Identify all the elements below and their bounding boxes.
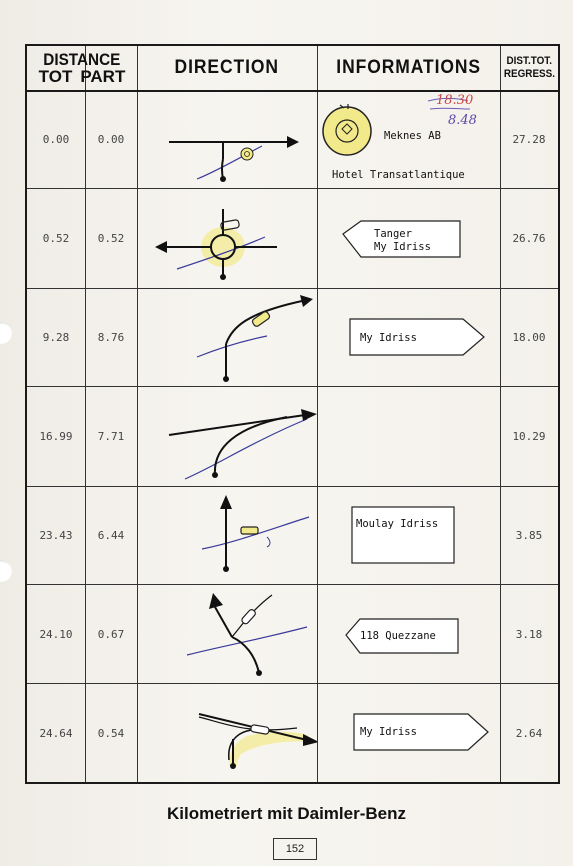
row3-part: 8.76 [97,331,125,344]
header-distance-label: DISTANCE [43,50,121,69]
row5-direction-tulip [137,487,317,584]
row4-tulip-icon [137,387,317,486]
row7-information [318,684,500,782]
row4-direction-tulip [137,387,317,486]
header-distance [27,46,137,90]
header-informations-label: INFORMATIONS [336,57,481,78]
row6-part: 0.67 [97,627,125,641]
row1-tot: 0.00 [42,133,70,146]
row4-part: 7.71 [97,430,125,443]
row6-tot: 24.10 [39,627,73,641]
row7-part: 0.54 [97,726,125,740]
row4-tot: 16.99 [39,430,73,443]
row6-direction-tulip [137,585,317,683]
row5-part: 6.44 [97,529,125,542]
row2-regress: 26.76 [512,232,546,245]
row7-direction-tulip [137,684,317,782]
row5-box-text: Moulay Idriss [356,518,439,530]
page-number: 152 [273,838,317,860]
row2-direction-tulip [137,189,317,288]
row7-tot: 24.64 [39,726,73,740]
row1-hotel: Hotel Transatlantique [332,169,465,181]
row7-sign-line1: My Idriss [360,726,417,738]
row1-destination: Meknes AB [384,130,441,142]
row1-regress: 27.28 [512,133,546,146]
roadbook-table [25,44,560,784]
row4-regress: 10.29 [512,430,546,443]
row2-tot: 0.52 [42,232,70,245]
row3-direction-tulip [137,289,317,386]
row1-part: 0.00 [97,133,125,146]
row2-tulip-icon [137,189,317,288]
row5-tulip-icon [137,487,317,584]
row6-regress: 3.18 [515,627,543,641]
row2-sign-line1: Tanger [374,228,412,240]
row3-tot: 9.28 [42,331,70,344]
footer-title: Kilometriert mit Daimler-Benz [167,804,406,823]
row7-tulip-icon [137,684,317,782]
row1-information [318,91,500,188]
row5-information [318,487,500,584]
row2-sign-line2: My Idriss [374,241,431,253]
row1-tulip-icon [137,91,317,188]
row1-direction-tulip [137,91,317,188]
row2-information [318,189,500,288]
header-direction [137,46,317,90]
row1-handwritten-note: 18.30 [436,93,474,108]
header-regress-line1: DIST.TOT. [506,55,552,67]
row3-sign-line1: My Idriss [360,332,417,344]
row1-handwritten-note: 8.48 [448,113,477,128]
header-regress-line2: REGRESS. [503,68,555,80]
header-part: PART [80,67,126,86]
row7-regress: 2.64 [515,726,543,740]
row6-information [318,585,500,683]
row6-sign-line1: 118 Quezzane [360,630,436,642]
row5-regress: 3.85 [515,529,543,542]
header-regress [500,46,558,90]
row6-tulip-icon [137,585,317,683]
row2-part: 0.52 [97,232,125,245]
row5-info-box [318,487,500,584]
row3-information [318,289,500,386]
row3-regress: 18.00 [512,331,546,344]
header-direction-label: DIRECTION [174,57,280,78]
row3-tulip-icon [137,289,317,386]
header-tot: TOT [38,67,73,86]
row5-tot: 23.43 [39,529,73,542]
header-informations [317,46,500,90]
